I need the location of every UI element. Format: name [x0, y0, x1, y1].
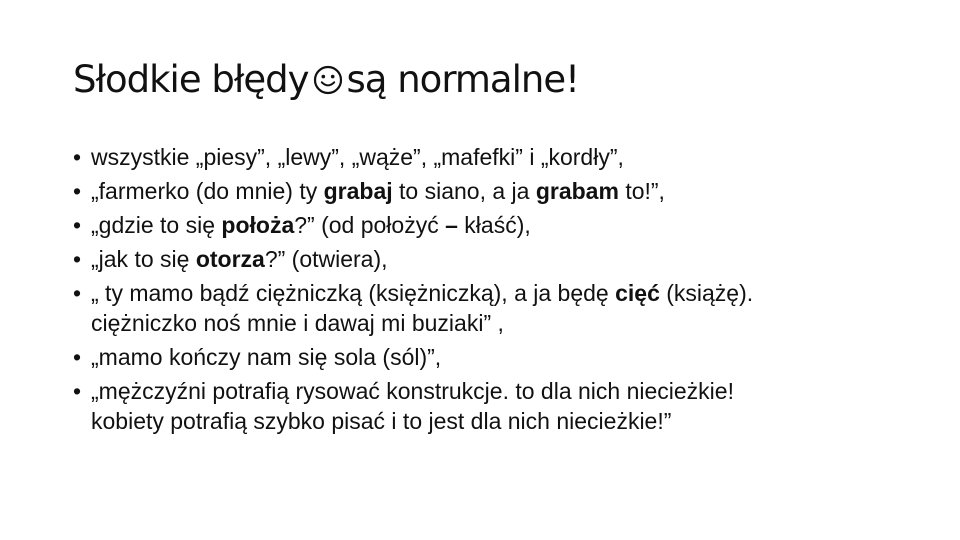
bullet-item	[73, 142, 933, 172]
bullet-text: (książę).	[659, 280, 754, 306]
bullet-continuation: kobiety potrafią szybko pisać i to jest dla nich niecieżkie!”	[91, 408, 672, 434]
smiley-face-icon	[313, 65, 343, 95]
bullet-item	[73, 278, 933, 338]
bullet-text: ?” (od położyć	[294, 212, 446, 238]
bullet-text: to siano, a ja	[392, 178, 536, 204]
bullet-marker: •	[73, 246, 82, 272]
bullet-marker: •	[73, 178, 82, 204]
bullet-marker: •	[73, 378, 82, 404]
slide-title	[73, 54, 579, 106]
bullet-text: to!”,	[618, 178, 665, 204]
bullet-text: „ ty mamo bądź ciężniczką (księżniczką), a ja będę	[91, 280, 616, 306]
bullet-item	[73, 210, 933, 240]
bold-dash: –	[445, 212, 458, 238]
title-text-start: Słodkie błędy	[73, 58, 309, 101]
bullet-text: „farmerko (do mnie) ty	[91, 178, 324, 204]
bullet-marker: •	[73, 344, 82, 370]
bullet-list	[73, 142, 933, 440]
bullet-text: kłaść),	[457, 212, 531, 238]
bullet-text: ?” (otwiera),	[264, 246, 388, 272]
bullet-item	[73, 176, 933, 206]
bullet-marker: •	[73, 280, 82, 306]
bold-word: cięć	[615, 280, 660, 306]
bullet-marker: •	[73, 144, 82, 170]
bullet-text: „mężczyźni potrafią rysować konstrukcje. to dla nich niecieżkie!	[91, 378, 734, 404]
bullet-text: wszystkie „piesy”, „lewy”, „wąże”, „mafefki” i „kordły”,	[91, 144, 624, 170]
bullet-item	[73, 376, 933, 436]
bullet-text: „gdzie to się	[91, 212, 222, 238]
bold-word: otorza	[195, 246, 265, 272]
bold-word: grabam	[535, 178, 619, 204]
title-text-end: są normalne!	[346, 58, 579, 101]
bullet-item	[73, 342, 933, 372]
bullet-text: „mamo kończy nam się sola (sól)”,	[91, 344, 442, 370]
bullet-continuation: ciężniczko noś mnie i dawaj mi buziaki” ,	[91, 310, 504, 336]
bullet-text: „jak to się	[91, 246, 196, 272]
bullet-marker: •	[73, 212, 82, 238]
bold-word: grabaj	[323, 178, 393, 204]
bold-word: położa	[221, 212, 295, 238]
bullet-item	[73, 244, 933, 274]
